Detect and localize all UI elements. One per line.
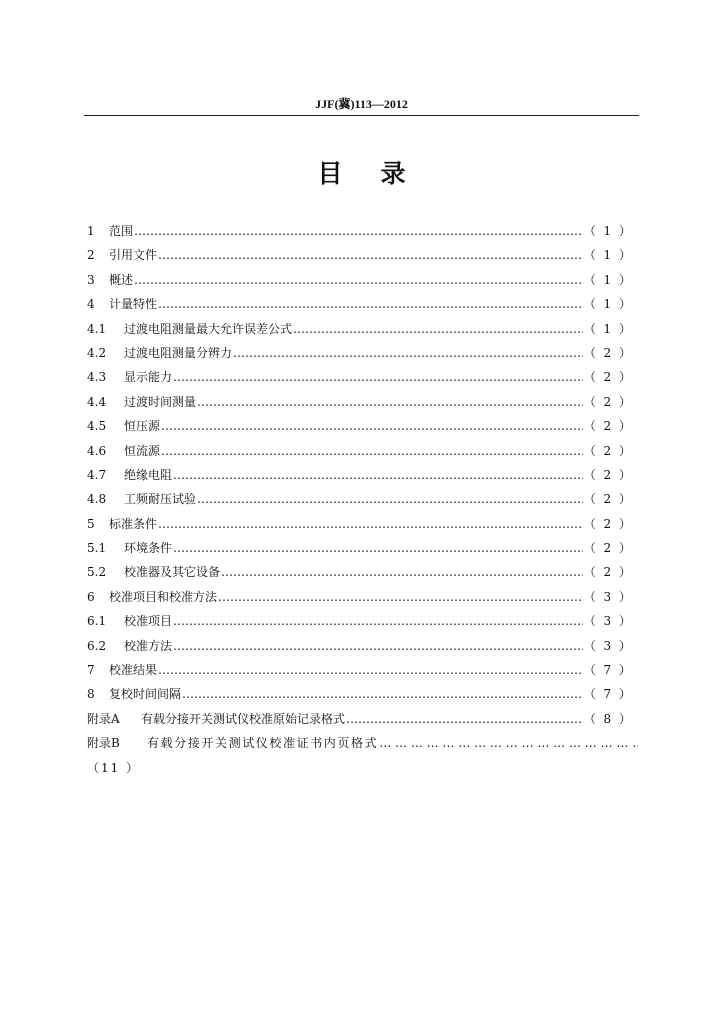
- toc-entry-title: 复校时间间隔: [109, 687, 182, 702]
- toc-entry-4-4[interactable]: [87, 390, 633, 414]
- toc-entry-number: 6.2: [87, 638, 107, 653]
- toc-entry-title: 计量特性: [109, 297, 158, 312]
- toc-entry-6[interactable]: [87, 585, 633, 609]
- toc-entry-5[interactable]: [87, 512, 633, 536]
- toc-entry-number: 1: [87, 224, 95, 238]
- toc-entry-8[interactable]: [87, 682, 633, 706]
- toc-entry-page: （ 2 ）: [583, 443, 633, 458]
- toc-entry-page: （ 1 ）: [583, 321, 633, 336]
- toc-entry-page: （ 2 ）: [583, 492, 633, 507]
- toc-entry-leader: [197, 390, 583, 414]
- toc-entry-leader: [293, 317, 583, 341]
- toc-entry-title: 过渡时间测量: [124, 394, 197, 409]
- toc-entry-leader: [218, 585, 583, 609]
- toc-entry-leader: [173, 609, 583, 633]
- toc-entry-title: 有载分接开关测试仪校准证书内页格式: [147, 736, 379, 751]
- toc-entry-title: 标准条件: [109, 516, 158, 531]
- toc-entry-title: 校准项目: [124, 614, 173, 629]
- toc-entry-number: 5.2: [87, 565, 107, 580]
- toc-entry-4-6[interactable]: [87, 439, 633, 463]
- table-of-contents: [87, 219, 633, 780]
- toc-entry-6-2[interactable]: [87, 634, 633, 658]
- toc-entry-number: 4.2: [87, 345, 107, 360]
- toc-entry-title: 恒流源: [124, 443, 161, 458]
- toc-entry-leader: [233, 341, 583, 365]
- toc-entry-title: 工频耐压试验: [124, 492, 197, 507]
- toc-entry-leader: [197, 487, 583, 511]
- toc-entry-leader: [158, 658, 583, 682]
- toc-entry-page: （ 3 ）: [583, 638, 633, 653]
- toc-entry-page-appendix-b: （11 ）: [87, 760, 141, 775]
- toc-entry-leader: [173, 463, 583, 487]
- toc-entry-title: 绝缘电阻: [124, 467, 173, 482]
- toc-entry-title: 校准器及其它设备: [124, 565, 221, 580]
- toc-entry-leader: [379, 731, 638, 755]
- toc-entry-leader: [173, 634, 583, 658]
- toc-entry-number: 4: [87, 297, 95, 312]
- toc-entry-附录A[interactable]: [87, 707, 633, 731]
- toc-entry-title: 校准结果: [109, 663, 158, 678]
- toc-entry-leader: [134, 219, 583, 243]
- toc-entry-number: 5.1: [87, 541, 107, 556]
- toc-entry-number: 4.5: [87, 419, 107, 434]
- toc-entry-leader: [158, 512, 583, 536]
- toc-entry-page: （ 3 ）: [583, 614, 633, 629]
- toc-entry-page: （ 3 ）: [583, 589, 633, 604]
- page-title: 目录: [317, 159, 444, 188]
- toc-entry-number: 4.3: [87, 370, 107, 385]
- toc-entry-number: 4.8: [87, 492, 107, 507]
- toc-entry-4-3[interactable]: [87, 365, 633, 389]
- toc-entries: [87, 219, 633, 731]
- toc-entry-page: （ 7 ）: [583, 663, 633, 678]
- toc-entry-5-1[interactable]: [87, 536, 633, 560]
- toc-entry-4-8[interactable]: [87, 487, 633, 511]
- toc-entry-7[interactable]: [87, 658, 633, 682]
- toc-entry-page: （ 2 ）: [583, 394, 633, 409]
- toc-entry-page: （ 7 ）: [583, 687, 633, 702]
- toc-entry-leader: [161, 439, 583, 463]
- toc-entry-title: 有载分接开关测试仪校准原始记录格式: [141, 711, 346, 726]
- header-rule: [84, 115, 639, 116]
- toc-entry-5-2[interactable]: [87, 560, 633, 584]
- toc-entry-1[interactable]: [87, 219, 633, 243]
- toc-entry-title: 环境条件: [124, 541, 173, 556]
- toc-entry-title: 引用文件: [109, 248, 158, 263]
- toc-entry-title: 校准方法: [124, 638, 173, 653]
- toc-entry-4-5[interactable]: [87, 414, 633, 438]
- toc-entry-leader: [158, 243, 583, 267]
- toc-entry-6-1[interactable]: [87, 609, 633, 633]
- toc-entry-leader: [221, 560, 583, 584]
- toc-entry-page: （ 2 ）: [583, 516, 633, 531]
- toc-entry-number: 4.6: [87, 443, 107, 458]
- toc-entry-3[interactable]: [87, 268, 633, 292]
- toc-entry-number: 4.4: [87, 394, 107, 409]
- toc-entry-title: 过渡电阻测量最大允许误差公式: [124, 321, 293, 336]
- toc-entry-number: 附录A: [87, 711, 120, 726]
- toc-entry-title: 过渡电阻测量分辨力: [124, 345, 233, 360]
- toc-entry-leader: [134, 268, 583, 292]
- toc-entry-number: 3: [87, 272, 95, 287]
- toc-entry-4[interactable]: [87, 292, 633, 316]
- toc-entry-leader: [173, 365, 583, 389]
- toc-entry-4-1[interactable]: [87, 317, 633, 341]
- toc-entry-page: （ 1 ）: [583, 248, 633, 263]
- toc-entry-leader: [158, 292, 583, 316]
- toc-entry-number: 4.7: [87, 467, 107, 482]
- toc-entry-title: 校准项目和校准方法: [109, 589, 218, 604]
- toc-entry-title: 恒压源: [124, 419, 161, 434]
- toc-entry-page: （ 2 ）: [583, 345, 633, 360]
- document-code-header: JJF(冀)113—2012: [315, 97, 408, 111]
- toc-entry-number: 7: [87, 663, 95, 678]
- toc-entry-page: （ 8 ）: [583, 711, 633, 726]
- toc-entry-leader: [161, 414, 583, 438]
- toc-entry-page: （ 2 ）: [583, 419, 633, 434]
- toc-entry-title: 概述: [109, 272, 134, 287]
- toc-entry-appendix-b[interactable]: [87, 731, 639, 755]
- toc-entry-number: 附录B: [87, 736, 120, 751]
- toc-entry-leader: [182, 682, 583, 706]
- toc-entry-page: （ 2 ）: [583, 565, 633, 580]
- toc-entry-page: （ 1 ）: [583, 297, 633, 312]
- toc-entry-page: （ 2 ）: [583, 541, 633, 556]
- toc-entry-title: 显示能力: [124, 370, 173, 385]
- toc-entry-page: （ 1 ）: [583, 224, 633, 238]
- toc-entry-4-2[interactable]: [87, 341, 633, 365]
- toc-entry-2[interactable]: [87, 243, 633, 267]
- toc-entry-title: 范围: [109, 224, 134, 238]
- toc-entry-leader: [346, 707, 583, 731]
- toc-entry-number: 6: [87, 589, 95, 604]
- toc-entry-page: （ 2 ）: [583, 370, 633, 385]
- toc-entry-number: 6.1: [87, 614, 107, 629]
- toc-entry-number: 8: [87, 687, 95, 702]
- toc-entry-number: 5: [87, 516, 95, 531]
- toc-entry-number: 4.1: [87, 321, 107, 336]
- toc-entry-number: 2: [87, 248, 95, 263]
- toc-entry-leader: [173, 536, 583, 560]
- toc-entry-page: （ 1 ）: [583, 272, 633, 287]
- toc-entry-4-7[interactable]: [87, 463, 633, 487]
- toc-entry-page: （ 2 ）: [583, 467, 633, 482]
